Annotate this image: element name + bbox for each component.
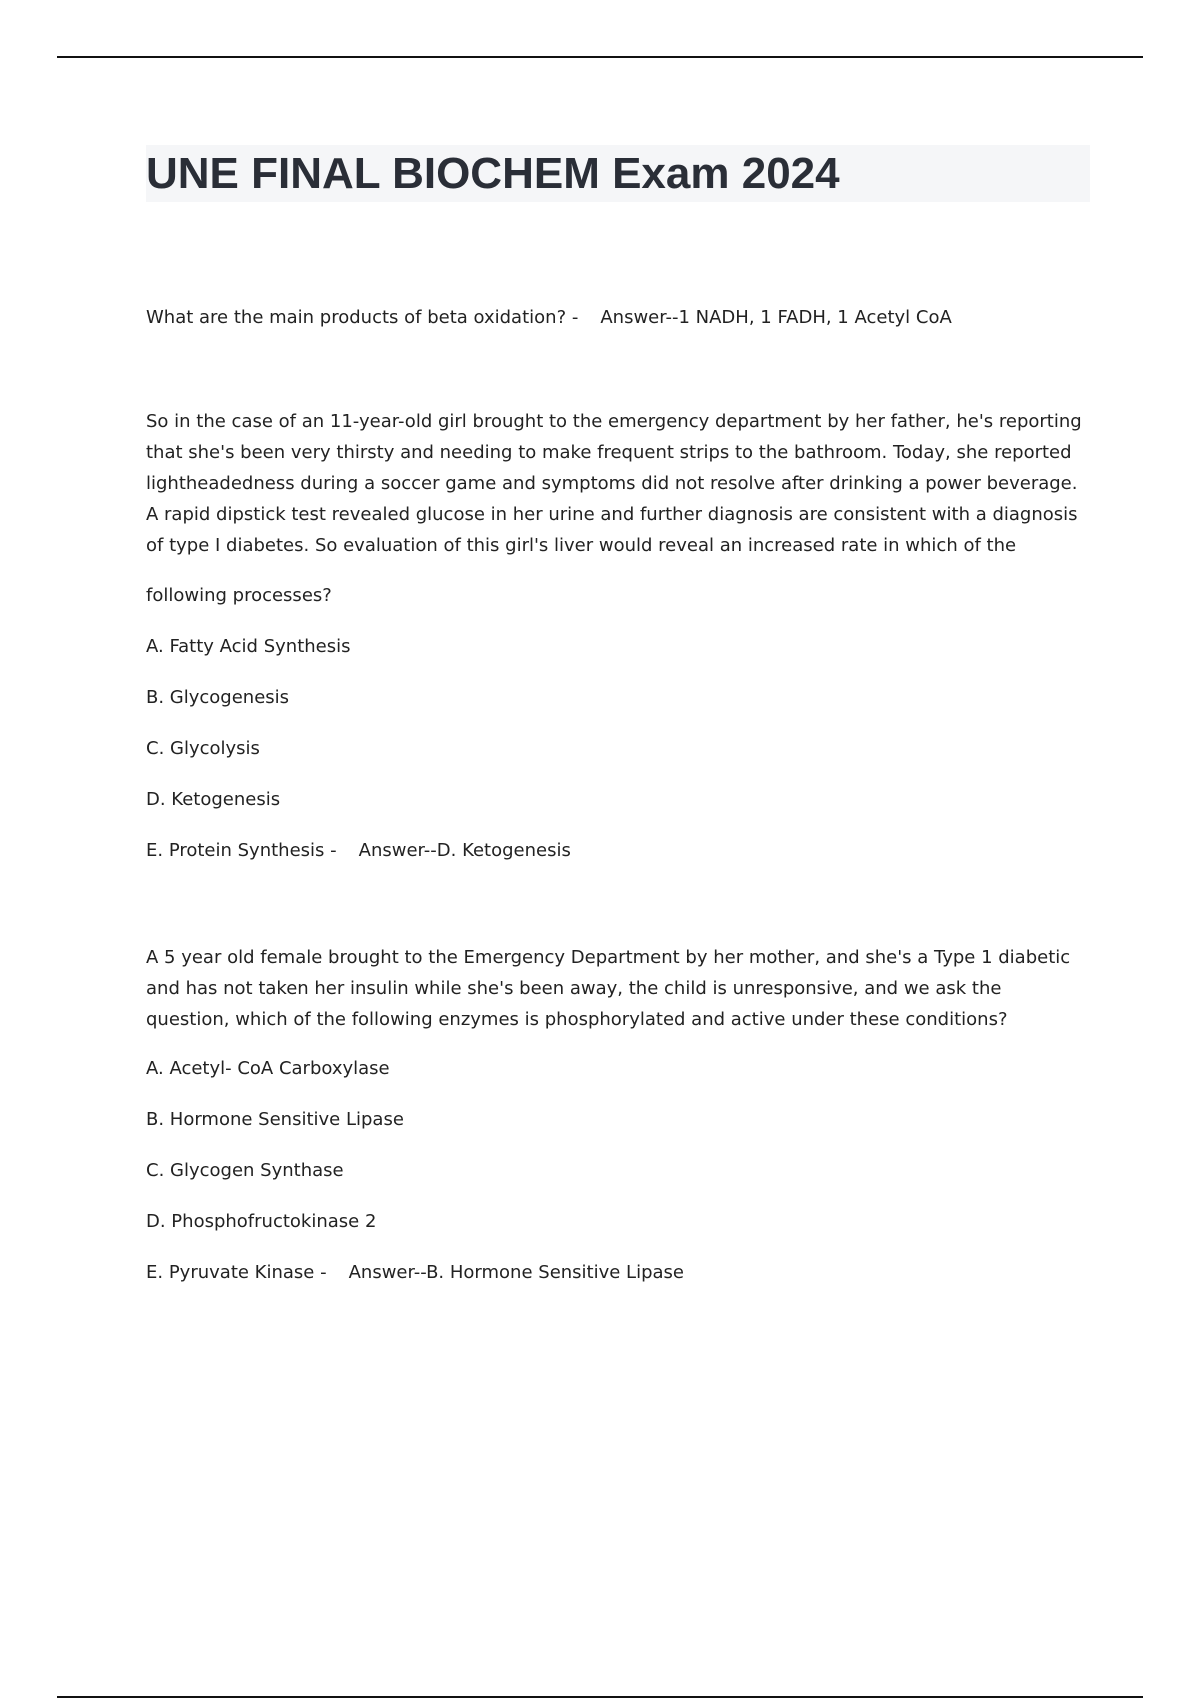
question-3-answer: Answer--B. Hormone Sensitive Lipase — [348, 1262, 684, 1283]
option-a: A. Acetyl- CoA Carboxylase — [146, 1058, 390, 1079]
option-d: D. Phosphofructokinase 2 — [146, 1211, 377, 1232]
option-e — [146, 839, 1090, 890]
option-c: C. Glycogen Synthase — [146, 1160, 344, 1181]
question-1-line — [146, 306, 1090, 330]
question-2 — [146, 406, 1090, 561]
question-2-text-continued: following processes? — [146, 585, 332, 606]
option-b: B. Glycogenesis — [146, 687, 290, 708]
question-3-text: A 5 year old female brought to the Emergency Department by her mother, and she's a Type 1 diabetic and has not taken her insulin while she's been away, the child is unresponsive, and we ask the question, which of the following enzymes is phosphorylated and active under these conditions? — [146, 947, 1071, 1030]
question-1-answer: Answer--1 NADH, 1 FADH, 1 Acetyl CoA — [600, 307, 952, 328]
option-a: A. Fatty Acid Synthesis — [146, 636, 351, 657]
option-e-text: E. Protein Synthesis - — [146, 840, 337, 861]
option-e — [146, 1261, 1090, 1312]
option-d: D. Ketogenesis — [146, 789, 281, 810]
question-2-text: So in the case of an 11-year-old girl brought to the emergency department by her father, he's reporting that she's been very thirsty and needing to make frequent strips to the bathroom. Today, she reported lightheadedness during a soccer game and symptoms did not resolve after drinking a power beverage. A rapid dipstick test revealed glucose in her urine and further diagnosis are consistent with a diagnosis of type I diabetes. So evaluation of this girl's liver would reveal an increased rate in which of the — [146, 411, 1082, 556]
option-c: C. Glycolysis — [146, 738, 260, 759]
header-rule — [57, 56, 1143, 58]
footer-rule — [57, 1696, 1143, 1698]
option-e-text: E. Pyruvate Kinase - — [146, 1262, 327, 1283]
question-1 — [146, 306, 1090, 330]
question-3-options — [146, 1057, 1090, 1312]
question-2-options — [146, 635, 1090, 890]
option-b: B. Hormone Sensitive Lipase — [146, 1109, 404, 1130]
question-1-text: What are the main products of beta oxidation? - — [146, 307, 579, 328]
question-2-answer: Answer--D. Ketogenesis — [358, 840, 571, 861]
page-title: UNE FINAL BIOCHEM Exam 2024 — [146, 149, 840, 198]
question-3 — [146, 942, 1090, 1035]
question-2-continued — [146, 584, 1090, 608]
